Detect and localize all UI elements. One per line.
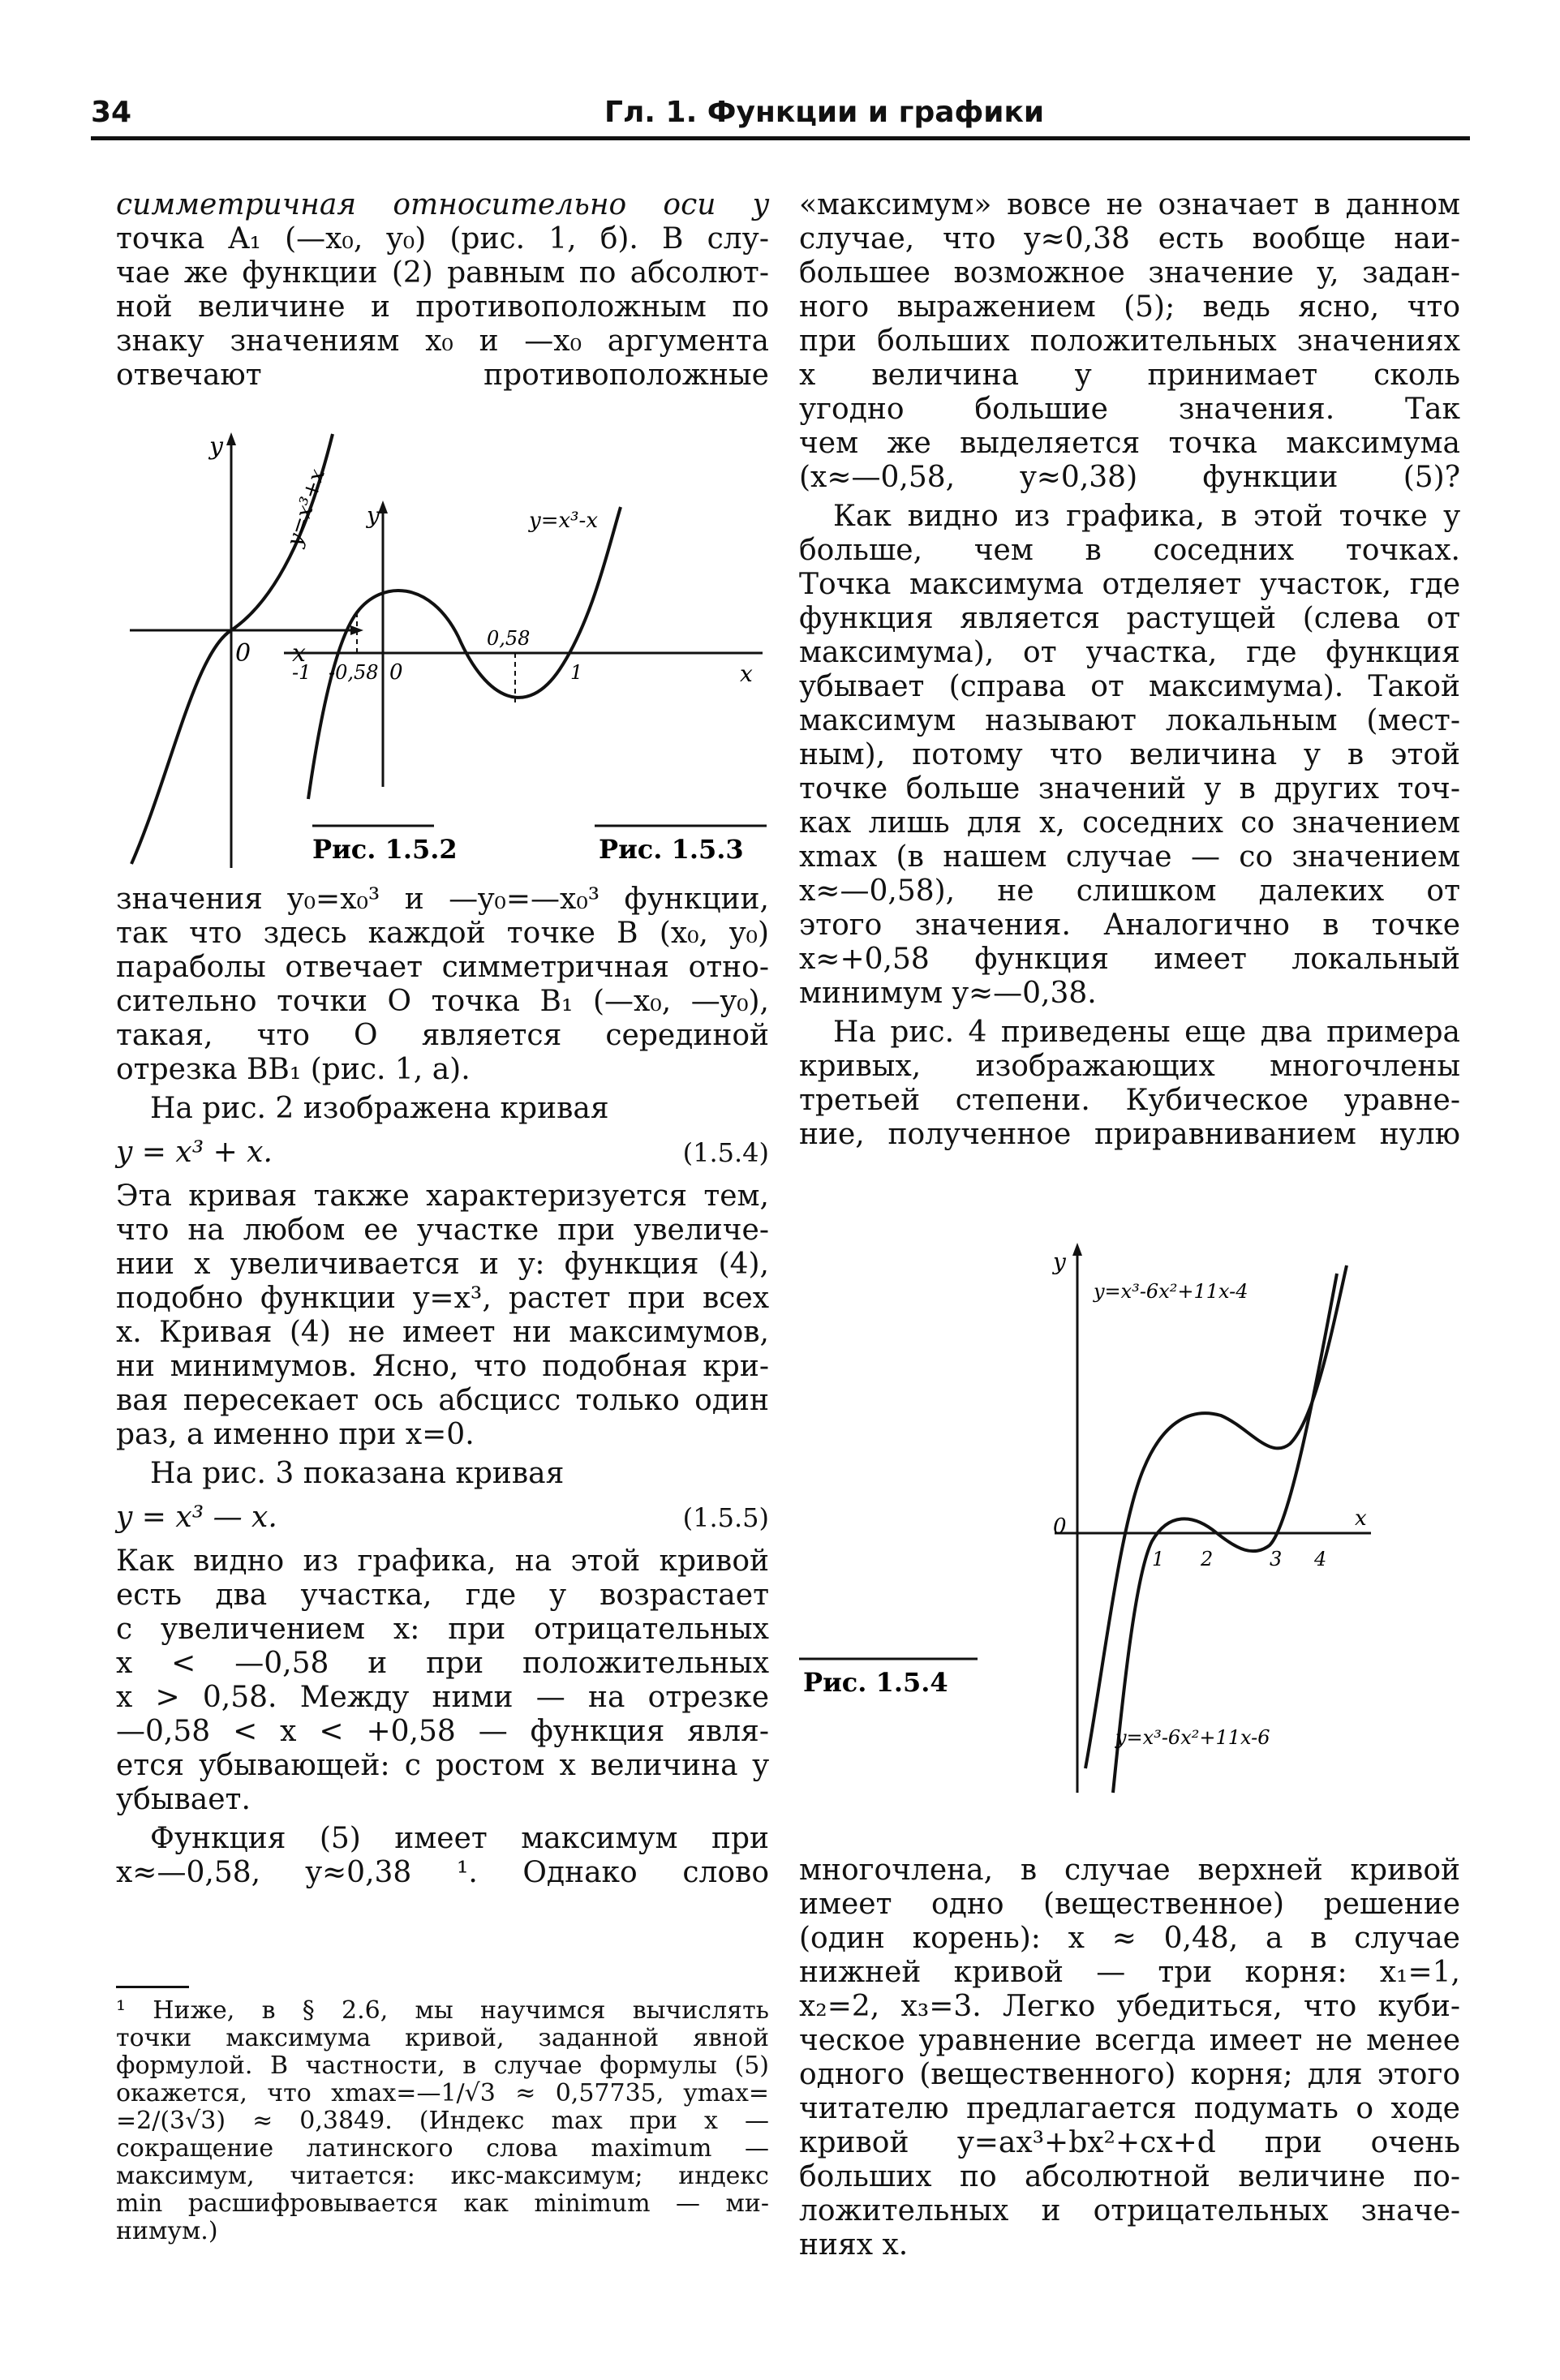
text-line: так что здесь каждой точке B (x₀, y₀) — [116, 917, 769, 950]
text-line: точка A₁ (—x₀, y₀) (рис. 1, б). В слу- — [116, 222, 769, 256]
text-line: ние, полученное приравниванием нулю — [799, 1118, 1460, 1151]
tick-label: 1 — [1152, 1548, 1165, 1570]
text-line: такая, что O является серединой — [116, 1019, 769, 1052]
text-line: есть два участка, где y возрастает — [116, 1579, 769, 1612]
text-line: при больших положительных значениях — [799, 324, 1460, 358]
origin-label: 0 — [235, 639, 251, 668]
y-axis-label: y — [209, 432, 223, 461]
text-line: максимум называют локальным (мест- — [799, 704, 1460, 737]
text-line: кривых, изображающих многочлены — [799, 1050, 1460, 1083]
equation-number: (1.5.4) — [682, 1137, 769, 1168]
text-line: Функция (5) имеет максимум при — [150, 1822, 769, 1855]
text-line: ложительных и отрицательных значе- — [799, 2194, 1460, 2227]
text-line: угодно большие значения. Так — [799, 393, 1460, 426]
text-line: убывает (справа от максимума). Такой — [799, 670, 1460, 703]
text-line: максимума), от участка, где функция — [799, 636, 1460, 669]
x-axis-label: x — [740, 660, 753, 687]
text-line: больше, чем в соседних точках. — [799, 534, 1460, 567]
footnote-rule — [116, 1986, 189, 1988]
left-column-body — [116, 883, 769, 1890]
tick-label: -0,58 — [329, 661, 379, 684]
text-line: отвечают противоположные — [116, 359, 769, 392]
equation-formula: y = x³ — x. — [116, 1501, 277, 1534]
tick-label: -1 — [292, 661, 312, 684]
running-head: Гл. 1. Функции и графики — [604, 96, 1045, 129]
figure-1-5-2 — [130, 432, 458, 868]
text-line: нии x увеличивается и y: функция (4), — [116, 1248, 769, 1281]
text-line: ках лишь для x, соседних со значением — [799, 806, 1460, 840]
text-line: —0,58 < x < +0,58 — функция явля- — [116, 1715, 769, 1748]
curve-label: y=x³+x — [282, 466, 330, 550]
text-line: На рис. 2 изображена кривая — [150, 1092, 609, 1125]
y-axis-label: y — [1053, 1248, 1066, 1275]
footnote-line: окажется, что xmax=—1/√3 ≈ 0,57735, ymax= — [116, 2079, 769, 2107]
text-line: чем же выделяется точка максимума — [799, 427, 1460, 460]
figure-1-5-3 — [284, 500, 767, 865]
text-line: отрезка BB₁ (рис. 1, а). — [116, 1053, 471, 1086]
text-line: кривой y=ax³+bx²+cx+d при очень — [799, 2126, 1460, 2159]
figure-caption: Рис. 1.5.3 — [599, 834, 744, 865]
text-line: этого значения. Аналогично в точке — [799, 909, 1460, 942]
x-axis-label: x — [292, 639, 306, 668]
tick-label: 0,58 — [487, 627, 531, 650]
equation-1-5-5 — [116, 1501, 769, 1535]
footnote-line: формулой. В частности, в случае формулы (5) — [116, 2051, 769, 2080]
text-line: (x≈—0,58, y≈0,38) функции (5)? — [799, 461, 1460, 494]
text-line: большее возможное значение y, задан- — [799, 256, 1460, 290]
text-line: параболы отвечает симметричная отно- — [116, 951, 769, 984]
text-line: xmax (в нашем случае — со значением — [799, 840, 1460, 874]
footnote-line: максимум, читается: икс-максимум; индекс — [116, 2162, 769, 2190]
text-line: больших по абсолютной величине по- — [799, 2160, 1460, 2193]
figure-caption: Рис. 1.5.4 — [803, 1667, 948, 1698]
text-line: случае, что y≈0,38 есть вообще наи- — [799, 222, 1460, 256]
text-line: x > 0,58. Между ними — на отрезке — [116, 1681, 769, 1714]
text-line: На рис. 3 показана кривая — [150, 1457, 565, 1490]
text-line: многочлена, в случае верхней кривой — [799, 1854, 1460, 1887]
page-number: 34 — [91, 96, 132, 129]
figures-1-5-2-and-1-5-3 — [114, 418, 771, 868]
x-axis-label: x — [1355, 1506, 1367, 1531]
text-line: ется убывающей: с ростом x величина y — [116, 1749, 769, 1782]
text-line: (один корень): x ≈ 0,48, а в случае — [799, 1922, 1460, 1955]
text-line: с увеличением x: при отрицательных — [116, 1613, 769, 1646]
text-line: точке больше значений y в других точ- — [799, 772, 1460, 806]
text-line: третьей степени. Кубическое уравне- — [799, 1084, 1460, 1117]
text-line: x≈—0,58), не слишком далеких от — [799, 874, 1460, 908]
header-rule — [91, 136, 1470, 140]
text-line: ным), потому что величина y в этой — [799, 738, 1460, 771]
left-paragraph-1 — [116, 188, 769, 393]
text-line: ной величине и противоположным по — [116, 290, 769, 324]
equation-formula: y = x³ + x. — [116, 1136, 273, 1169]
text-line: чае же функции (2) равным по абсолют- — [116, 256, 769, 290]
text-line: x величина y принимает сколь — [799, 359, 1460, 392]
text-line: нижней кривой — три корня: x₁=1, — [799, 1956, 1460, 1989]
figure-caption: Рис. 1.5.2 — [312, 834, 458, 865]
text-line: что на любом ее участке при увеличе- — [116, 1214, 769, 1247]
footnote-line: =2/(3√3) ≈ 0,3849. (Индекс max при x — — [116, 2107, 769, 2135]
equation-number: (1.5.5) — [682, 1502, 769, 1533]
upper-curve-label: y=x³-6x²+11x-4 — [1094, 1280, 1248, 1303]
text-line: симметричная относительно оси y — [116, 188, 769, 221]
y-axis-label: y — [367, 502, 380, 529]
text-line: На рис. 4 приведены еще два примера — [833, 1016, 1460, 1049]
text-line: убывает. — [116, 1783, 251, 1816]
text-line: раз, а именно при x=0. — [116, 1418, 475, 1451]
origin-label: 0 — [1053, 1514, 1067, 1539]
tick-label: 3 — [1270, 1548, 1283, 1570]
footnote — [116, 1997, 769, 2245]
text-line: Как видно из графика, в этой точке y — [833, 500, 1460, 533]
text-line: одного (вещественного) корня; для этого — [799, 2058, 1460, 2091]
right-column-bottom — [799, 1854, 1460, 2262]
text-line: сительно точки O точка B₁ (—x₀, —y₀), — [116, 985, 769, 1018]
footnote-line: min расшифровывается как minimum — ми- — [116, 2189, 769, 2218]
text-line: x≈—0,58, y≈0,38 ¹. Однако слово — [116, 1856, 769, 1889]
text-line: имеет одно (вещественное) решение — [799, 1888, 1460, 1921]
text-line: «максимум» вовсе не означает в данном — [799, 188, 1460, 221]
y-axis-arrow — [1072, 1243, 1082, 1256]
tick-label: 4 — [1314, 1548, 1327, 1570]
text-line: минимум y≈—0,38. — [799, 977, 1097, 1010]
text-line: ческое уравнение всегда имеет не менее — [799, 2024, 1460, 2057]
text-line: функция является растущей (слева от — [799, 602, 1460, 635]
text-line: ниях x. — [799, 2228, 909, 2262]
footnote-line: точки максимума кривой, заданной явной — [116, 2024, 769, 2052]
figure-1-5-4 — [795, 1233, 1460, 1801]
text-line: вая пересекает ось абсцисс только один — [116, 1384, 769, 1417]
text-line: значения y₀=x₀³ и —y₀=—x₀³ функции, — [116, 883, 769, 916]
tick-label: 2 — [1201, 1548, 1214, 1570]
right-column-top — [799, 188, 1460, 1152]
text-line: Точка максимума отделяет участок, где — [799, 568, 1460, 601]
text-line: x≈+0,58 функция имеет локальный — [799, 943, 1460, 976]
lower-curve-label: y=x³-6x²+11x-6 — [1115, 1726, 1270, 1749]
tick-label: 1 — [570, 661, 583, 684]
text-line: подобно функции y=x³, растет при всех — [116, 1282, 769, 1315]
text-line: ни минимумов. Ясно, что подобная кри- — [116, 1350, 769, 1383]
origin-label: 0 — [389, 660, 403, 685]
text-line: x < —0,58 и при положительных — [116, 1647, 769, 1680]
text-line: Эта кривая также характеризуется тем, — [116, 1179, 769, 1213]
equation-1-5-4 — [116, 1136, 769, 1170]
footnote-line: сокращение латинского слова maximum — — [116, 2134, 769, 2163]
text-line: ного выражением (5); ведь ясно, что — [799, 290, 1460, 324]
footnote-line: ¹ Ниже, в § 2.6, мы научимся вычислять — [116, 1996, 769, 2025]
text-line: Как видно из графика, на этой кривой — [116, 1544, 769, 1578]
text-line: читателю предлагается подумать о ходе — [799, 2092, 1460, 2125]
text-line: x. Кривая (4) не имеет ни максимумов, — [116, 1316, 769, 1349]
y-axis-arrow — [226, 432, 236, 445]
text-line: x₂=2, x₃=3. Легко убедиться, что куби- — [799, 1990, 1460, 2023]
footnote-line: нимум.) — [116, 2217, 218, 2245]
curve-label: y=x³-x — [529, 509, 599, 533]
text-line: знаку значениям x₀ и —x₀ аргумента — [116, 324, 769, 358]
